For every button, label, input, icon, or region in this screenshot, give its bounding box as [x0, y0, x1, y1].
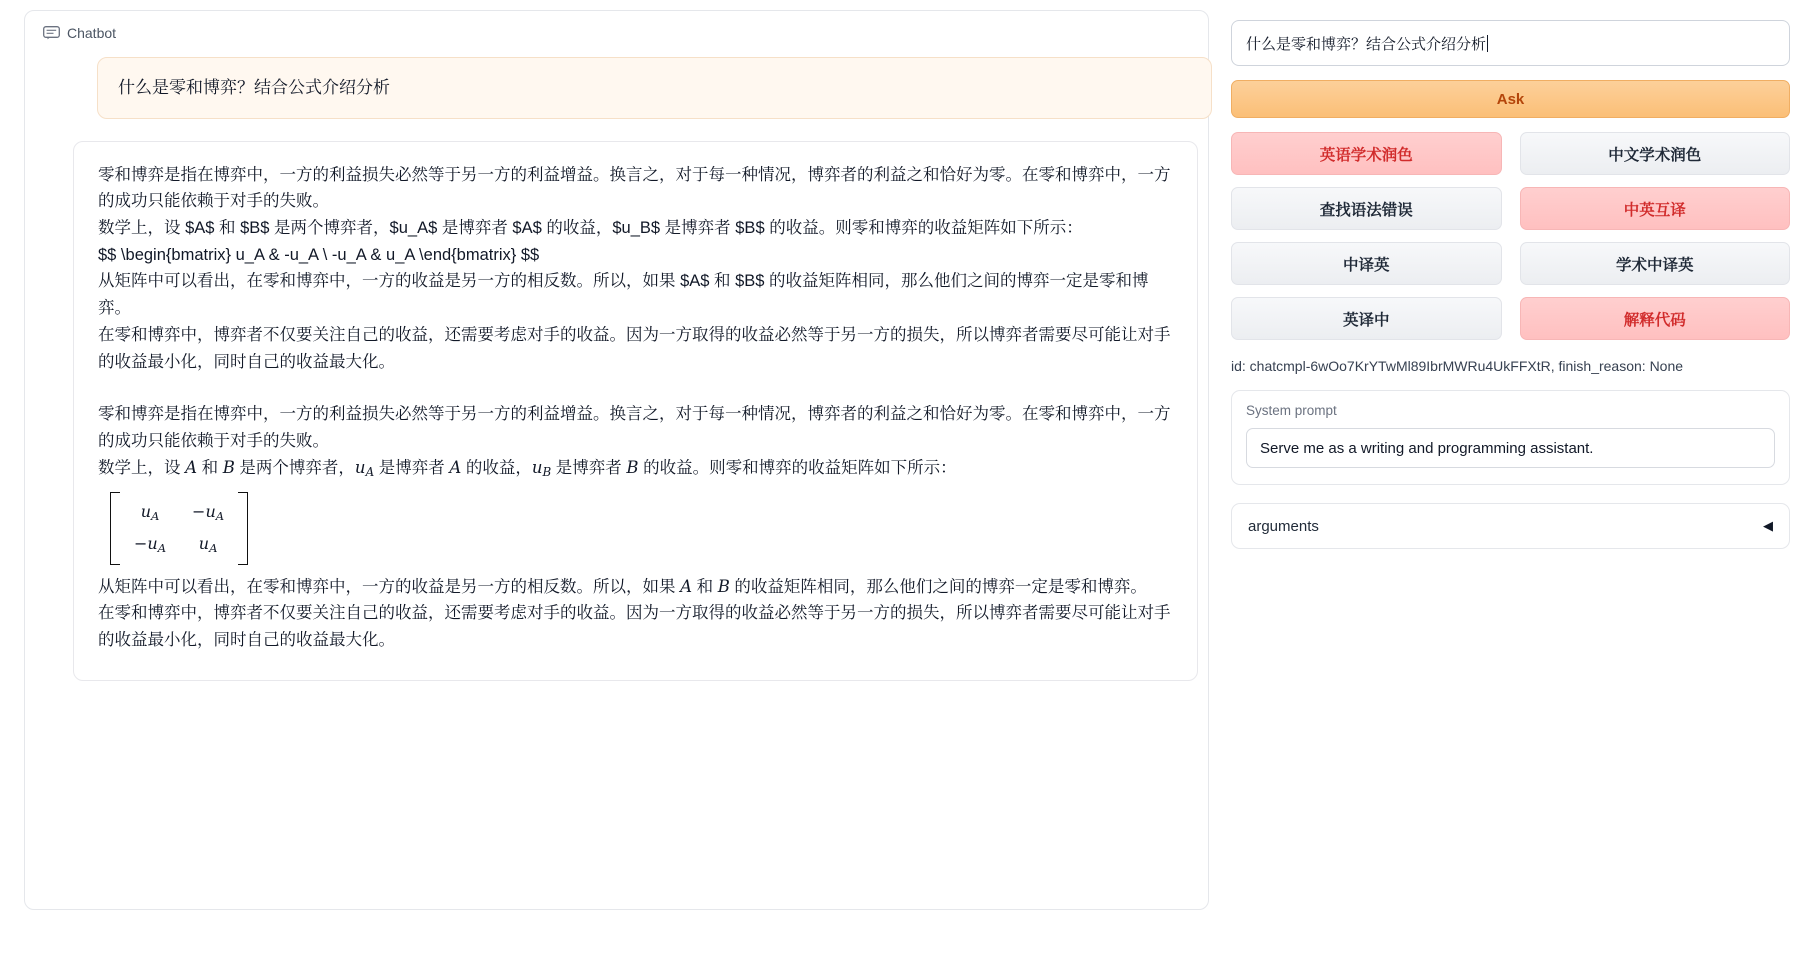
control-sidebar — [1231, 10, 1790, 961]
chat-message-user: 什么是零和博弈？结合公式介绍分析 — [97, 57, 1212, 119]
p2-var-b: B — [222, 457, 235, 477]
assistant-rendered-paragraph-1: 零和博弈是指在博弈中，一方的利益损失必然等于另一方的利益增益。换言之，对于每一种情况，博弈者的利益之和恰好为零。在零和博弈中，一方的成功只能依赖于对手的失败。 — [98, 405, 1171, 450]
matrix-cell-1: $-u_A$ — [192, 501, 225, 523]
p4-mid: 和 — [692, 577, 718, 596]
chatbot-panel-label — [37, 21, 124, 47]
p2-var-a: A — [185, 457, 198, 477]
assistant-raw-paragraph-2: 数学上，设 $A$ 和 $B$ 是两个博弈者，$u_A$ 是博弈者 $A$ 的收益，$u_B$ 是博弈者 $B$ 的收益。则零和博弈的收益矩阵如下所示： — [98, 218, 1083, 237]
p2-mid4: 的收益， — [461, 458, 532, 477]
p4-end: 的收益矩阵相同，那么他们之间的博弈一定是零和博弈。 — [729, 577, 1147, 596]
matrix-cell-2: $-u_A$ — [134, 534, 167, 556]
assistant-raw-paragraph-4: 从矩阵中可以看出，在零和博弈中，一方的收益是另一方的相反数。所以，如果 $A$ 和 $B$ 的收益矩阵相同，那么他们之间的博弈一定是零和博弈。 — [98, 272, 1149, 318]
assistant-raw-paragraph-1: 零和博弈是指在博弈中，一方的利益损失必然等于另一方的利益增益。换言之，对于每一种情况，博弈者的利益之和恰好为零。在零和博弈中，一方的成功只能依赖于对手的失败。 — [98, 165, 1171, 211]
chevron-left-icon: ◀ — [1763, 518, 1773, 533]
matrix-bracket-right — [238, 492, 248, 565]
assistant-raw-latex-matrix: $$ \begin{bmatrix} u_A & -u_A \ -u_A & u_A \end{bmatrix} $$ — [98, 245, 540, 264]
p2-var-ub: u — [531, 457, 543, 477]
assistant-raw-paragraph-5: 在零和博弈中，博弈者不仅要关注自己的收益，还需要考虑对手的收益。因为一方取得的收益必然等于另一方的损失，所以博弈者需要尽可能让对手的收益最小化，同时自己的收益最大化。 — [98, 325, 1171, 371]
chat-message-assistant — [73, 141, 1198, 681]
chatbot-panel — [24, 10, 1209, 910]
p2-var-ua-sub: A — [365, 464, 375, 479]
assistant-rendered-paragraph-2 — [98, 455, 1173, 482]
p4-var-a: A — [680, 576, 693, 596]
text-caret — [1487, 35, 1488, 52]
p4-var-b: B — [717, 576, 730, 596]
function-button-find-grammar-errors[interactable]: 查找语法错误 — [1231, 187, 1502, 230]
matrix-bracket-left — [110, 492, 120, 565]
p2-end: 的收益。则零和博弈的收益矩阵如下所示： — [638, 458, 957, 477]
matrix-cell-3: $u_A$ — [198, 534, 218, 556]
system-prompt-label: System prompt — [1246, 403, 1337, 418]
system-prompt-input[interactable]: Serve me as a writing and programming assistant. — [1246, 428, 1775, 468]
p2-var-ua: u — [354, 457, 366, 477]
response-meta-line: id: chatcmpl-6wOo7KrYTwMl89IbrMWRu4UkFFXtR, finish_reason: None — [1231, 358, 1684, 374]
p2-var-ub-sub: B — [542, 464, 552, 479]
prompt-input-value: 什么是零和博弈？结合公式介绍分析 — [1246, 35, 1487, 53]
function-button-zh-en-mutual-translate[interactable]: 中英互译 — [1520, 187, 1791, 230]
function-button-academic-zh-to-en[interactable]: 学术中译英 — [1520, 242, 1791, 285]
chatbot-panel-label-text: Chatbot — [67, 25, 117, 41]
p2-pre: 数学上，设 — [98, 458, 186, 477]
chat-bubble-icon — [43, 26, 60, 40]
assistant-rendered-paragraph-4 — [98, 574, 1173, 601]
p4-pre: 从矩阵中可以看出，在零和博弈中，一方的收益是另一方的相反数。所以，如果 — [98, 577, 681, 596]
function-button-zh-to-en[interactable]: 中译英 — [1231, 242, 1502, 285]
matrix-cell-0: $u_A$ — [140, 501, 160, 523]
function-button-explain-code[interactable]: 解释代码 — [1520, 297, 1791, 340]
chat-scroll-area[interactable] — [37, 47, 1196, 681]
function-button-english-polish[interactable]: 英语学术润色 — [1231, 132, 1502, 175]
p2-var-a2: A — [449, 457, 462, 477]
ask-button[interactable]: Ask — [1231, 80, 1790, 118]
matrix-grid — [120, 492, 238, 565]
function-button-en-to-zh[interactable]: 英译中 — [1231, 297, 1502, 340]
payoff-matrix — [110, 492, 248, 565]
arguments-accordion-label: arguments — [1248, 517, 1319, 535]
p2-mid1: 和 — [197, 458, 223, 477]
p2-mid2: 是两个博弈者， — [234, 458, 355, 477]
prompt-input[interactable] — [1231, 20, 1790, 66]
arguments-accordion[interactable] — [1231, 503, 1790, 549]
p2-mid5: 是博弈者 — [551, 458, 627, 477]
p2-var-b2: B — [626, 457, 639, 477]
function-button-chinese-polish[interactable]: 中文学术润色 — [1520, 132, 1791, 175]
system-prompt-card — [1231, 390, 1790, 485]
assistant-rendered-paragraph-5: 在零和博弈中，博弈者不仅要关注自己的收益，还需要考虑对手的收益。因为一方取得的收益必然等于另一方的损失，所以博弈者需要尽可能让对手的收益最小化，同时自己的收益最大化。 — [98, 604, 1171, 650]
p2-mid3: 是博弈者 — [374, 458, 450, 477]
assistant-block-separator — [98, 375, 1173, 401]
function-button-grid — [1231, 132, 1790, 340]
